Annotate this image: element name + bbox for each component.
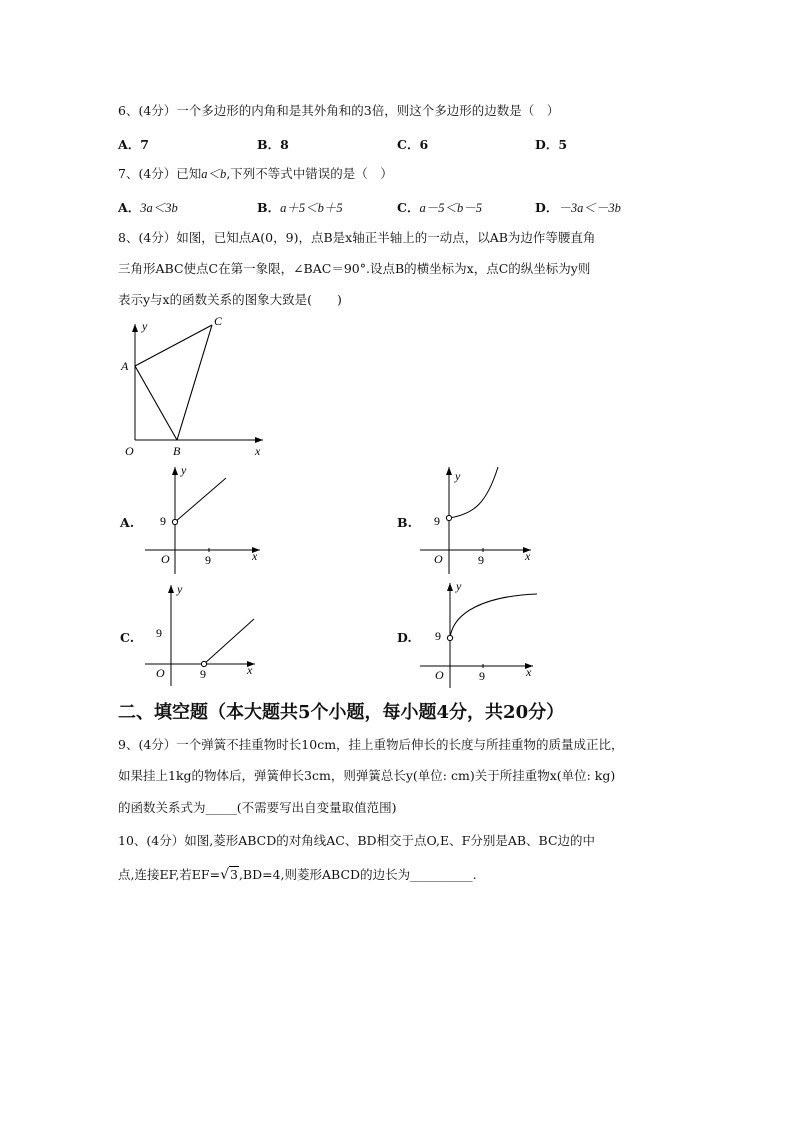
- y-axis-label: y: [177, 582, 183, 596]
- tick-y-9: 9: [435, 629, 441, 643]
- q7-stem-math: a＜b: [201, 167, 227, 181]
- q7-stem-prefix: 7、(4分）已知: [118, 166, 202, 181]
- point-b-label: B: [173, 444, 181, 458]
- q10-line-2-suffix: ,BD=4,则菱形ABCD的边长为__________.: [238, 867, 477, 882]
- q7-stem-suffix: ,下列不等式中错误的是（ ）: [226, 166, 393, 181]
- q6-option-b: B．8: [257, 137, 289, 152]
- q8-choice-c-graph: [140, 580, 265, 690]
- origin-label: O: [434, 552, 443, 566]
- q8-choice-c-label: C.: [120, 630, 135, 645]
- y-axis-label: y: [456, 579, 462, 593]
- point-a-label: A: [121, 359, 129, 373]
- sqrt-radicand: 3: [230, 867, 238, 882]
- q6-option-d: D．5: [535, 137, 568, 152]
- q8-choice-b-label: B.: [397, 515, 412, 530]
- q10-line-1: 10、(4分）如图,菱形ABCD的对角线AC、BD相交于点O,E、F分别是AB、BC边的中: [118, 833, 596, 848]
- q8-choice-d-label: D.: [397, 630, 412, 645]
- q7-option-c: C．a－5＜b－5: [397, 200, 482, 215]
- q7-option-b: B．a＋5＜b＋5: [257, 200, 343, 215]
- q8-choice-b-graph: [415, 462, 540, 577]
- x-axis-label: x: [255, 444, 261, 458]
- q9-line-1: 9、(4分）一个弹簧不挂重物时长10cm，挂上重物后伸长的长度与所挂重物的质量成正比，: [118, 737, 624, 752]
- origin-label: O: [156, 666, 165, 680]
- tick-x-9: 9: [200, 667, 206, 681]
- tick-x-9: 9: [479, 669, 485, 683]
- tick-y-9: 9: [160, 514, 166, 528]
- q7-option-d: D．－3a＜－3b: [535, 200, 621, 215]
- q8-choice-a-label: A.: [120, 515, 135, 530]
- y-axis-label: y: [181, 463, 187, 477]
- origin-label: O: [435, 668, 444, 682]
- tick-x-9: 9: [205, 553, 211, 567]
- tick-y-9: 9: [156, 626, 162, 640]
- q8-line-3: 表示y与x的函数关系的图象大致是( ): [118, 292, 342, 307]
- sqrt-icon: √: [220, 867, 229, 883]
- y-axis-label: y: [142, 319, 148, 333]
- q6-option-c: C．6: [397, 137, 429, 152]
- q8-main-figure: [115, 312, 275, 462]
- x-axis-label: x: [247, 663, 253, 677]
- origin-label: O: [161, 552, 170, 566]
- y-axis-label: y: [455, 469, 461, 483]
- section-2-title: 二、填空题（本大题共5个小题，每小题4分，共20分）: [118, 702, 565, 723]
- q8-choice-a-graph: [140, 462, 265, 577]
- q8-line-1: 8、(4分）如图，已知点A(0，9)，点B是x轴正半轴上的一动点，以AB为边作等腰直角: [118, 230, 596, 245]
- q7-option-a: A．3a＜3b: [118, 200, 178, 215]
- q6-stem: 6、(4分）一个多边形的内角和是其外角和的3倍，则这个多边形的边数是（ ）: [118, 103, 560, 118]
- x-axis-label: x: [526, 665, 532, 679]
- point-c-label: C: [214, 314, 223, 328]
- q8-choice-d-graph: [415, 578, 540, 690]
- q9-line-3: 的函数关系式为_____(不需要写出自变量取值范围): [118, 800, 397, 815]
- q6-option-a: A．7: [118, 137, 149, 152]
- q9-line-2: 如果挂上1kg的物体后，弹簧伸长3cm，则弹簧总长y(单位: cm)关于所挂重物x(单位: kg): [118, 768, 616, 783]
- x-axis-label: x: [252, 549, 258, 563]
- q8-line-2: 三角形ABC使点C在第一象限，∠BAC＝90°.设点B的横坐标为x，点C的纵坐标为y则: [118, 261, 591, 276]
- tick-y-9: 9: [434, 514, 440, 528]
- x-axis-label: x: [525, 549, 531, 563]
- q10-line-2: [118, 866, 477, 884]
- q7-stem: [118, 165, 393, 183]
- tick-x-9: 9: [478, 553, 484, 567]
- q10-line-2-prefix: 点,连接EF,若EF=: [118, 867, 221, 882]
- origin-label: O: [125, 444, 134, 458]
